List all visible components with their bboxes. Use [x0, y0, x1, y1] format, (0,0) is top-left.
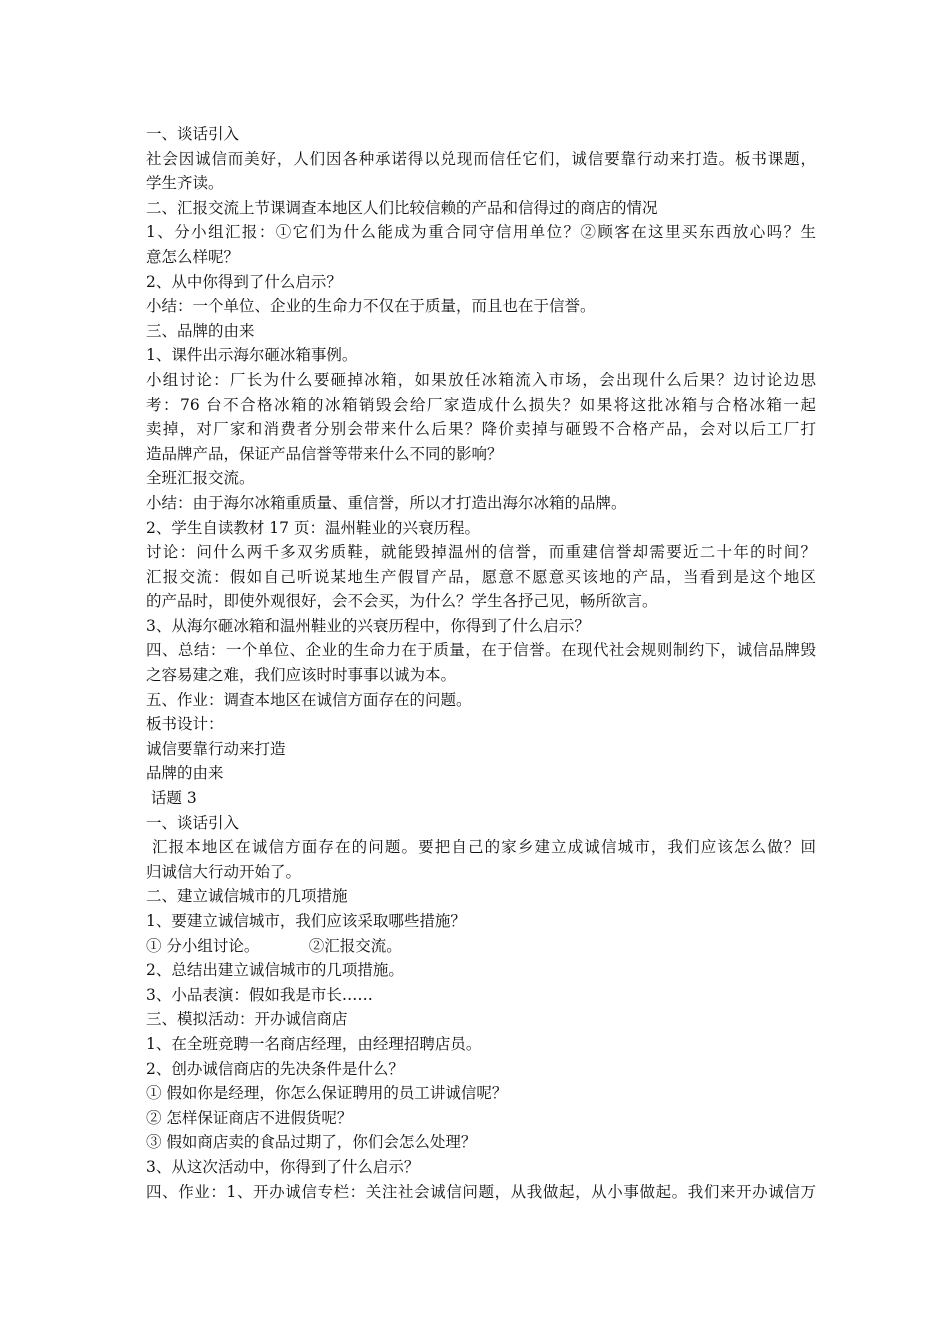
text-line: 小结：由于海尔冰箱重质量、重信誉，所以才打造出海尔冰箱的品牌。 — [146, 493, 627, 512]
document-body — [146, 122, 816, 1204]
text-line: 1、要建立诚信城市，我们应该采取哪些措施？ — [146, 912, 466, 930]
text-line: 二、汇报交流上节课调查本地区人们比较信赖的产品和信得过的商店的情况 — [146, 198, 658, 217]
text-line: 汇报本地区在诚信方面存在的问题。要把自己的家乡建立成诚信城市，我们应该怎么做？回 — [146, 838, 816, 857]
text-line: 考：76 台不合格冰箱的冰箱销毁会给厂家造成什么损失？如果将这批冰箱与合格冰箱一起 — [146, 395, 816, 414]
text-line: 四、作业：1、开办诚信专栏：关注社会诚信问题，从我做起，从小事做起。我们来开办诚信万 — [146, 1182, 816, 1201]
text-line: 小组讨论：厂长为什么要砸掉冰箱，如果放任冰箱流入市场，会出现什么后果？边讨论边思 — [146, 370, 816, 389]
text-line: 2、总结出建立诚信城市的几项措施。 — [146, 961, 404, 980]
text-line: 3、从海尔砸冰箱和温州鞋业的兴衰历程中，你得到了什么启示？ — [146, 616, 590, 635]
text-line: 1、分小组汇报：①它们为什么能成为重合同守信用单位？②顾客在这里买东西放心吗？生 — [146, 223, 816, 242]
text-line: 二、建立诚信城市的几项措施 — [146, 887, 348, 906]
text-line: 之容易建之难，我们应该时时事事以诚为本。 — [146, 666, 457, 685]
text-line: 2、创办诚信商店的先决条件是什么？ — [146, 1059, 404, 1078]
text-line: ① 分小组讨论。 ②汇报交流。 — [146, 936, 402, 955]
text-line: 社会因诚信而美好，人们因各种承诺得以兑现而信任它们，诚信要靠行动来打造。板书课题， — [146, 149, 816, 168]
text-line: 的产品时，即使外观很好，会不会买，为什么？学生各抒己见，畅所欲言。 — [146, 592, 658, 611]
text-line: 1、课件出示海尔砸冰箱事例。 — [146, 346, 358, 365]
text-line: 3、从这次活动中，你得到了什么启示？ — [146, 1157, 420, 1176]
text-line: 讨论：问什么两千多双劣质鞋，就能毁掉温州的信誉，而重建信誉却需要近二十年的时间？ — [146, 543, 816, 562]
text-line: 归诚信大行动开始了。 — [146, 862, 302, 881]
text-line: 一、谈话引入 — [146, 813, 240, 832]
text-line: 一、谈话引入 — [146, 125, 240, 143]
text-line: 三、模拟活动：开办诚信商店 — [146, 1010, 348, 1029]
text-line: 卖掉，对厂家和消费者分别会带来什么后果？降价卖掉与砸毁不合格产品，会对以后工厂打 — [146, 420, 816, 439]
text-line: 板书设计： — [146, 715, 224, 734]
text-line: 三、品牌的由来 — [146, 321, 255, 340]
text-line: 2、学生自读教材 17 页：温州鞋业的兴衰历程。 — [146, 518, 480, 537]
text-line: 造品牌产品，保证产品信誉等带来什么不同的影响？ — [146, 444, 503, 463]
text-line: 小结：一个单位、企业的生命力不仅在于质量，而且也在于信誉。 — [146, 297, 596, 316]
text-line: 品牌的由来 — [146, 764, 224, 783]
text-line: 1、在全班竞聘一名商店经理，由经理招聘店员。 — [146, 1034, 482, 1053]
text-line: 3、小品表演：假如我是市长…… — [146, 985, 373, 1004]
text-line: 汇报交流：假如自己听说某地生产假冒产品，愿意不愿意买该地的产品，当看到是这个地区 — [146, 567, 816, 586]
text-line: 话题 3 — [146, 789, 197, 808]
text-line: 诚信要靠行动来打造 — [146, 739, 286, 758]
text-line: ② 怎样保证商店不进假货呢？ — [146, 1108, 353, 1127]
text-line: 全班汇报交流。 — [146, 469, 255, 488]
text-line: 意怎么样呢？ — [146, 247, 240, 266]
text-line: 学生齐读。 — [146, 174, 224, 193]
text-line: 四、总结：一个单位、企业的生命力在于质量，在于信誉。在现代社会规则制约下，诚信品牌毁 — [146, 641, 816, 660]
text-line: ③ 假如商店卖的食品过期了，你们会怎么处理？ — [146, 1133, 477, 1152]
text-line: 五、作业：调查本地区在诚信方面存在的问题。 — [146, 690, 472, 709]
text-line: 2、从中你得到了什么启示？ — [146, 272, 342, 291]
text-line: ① 假如你是经理，你怎么保证聘用的员工讲诚信呢？ — [146, 1084, 508, 1103]
